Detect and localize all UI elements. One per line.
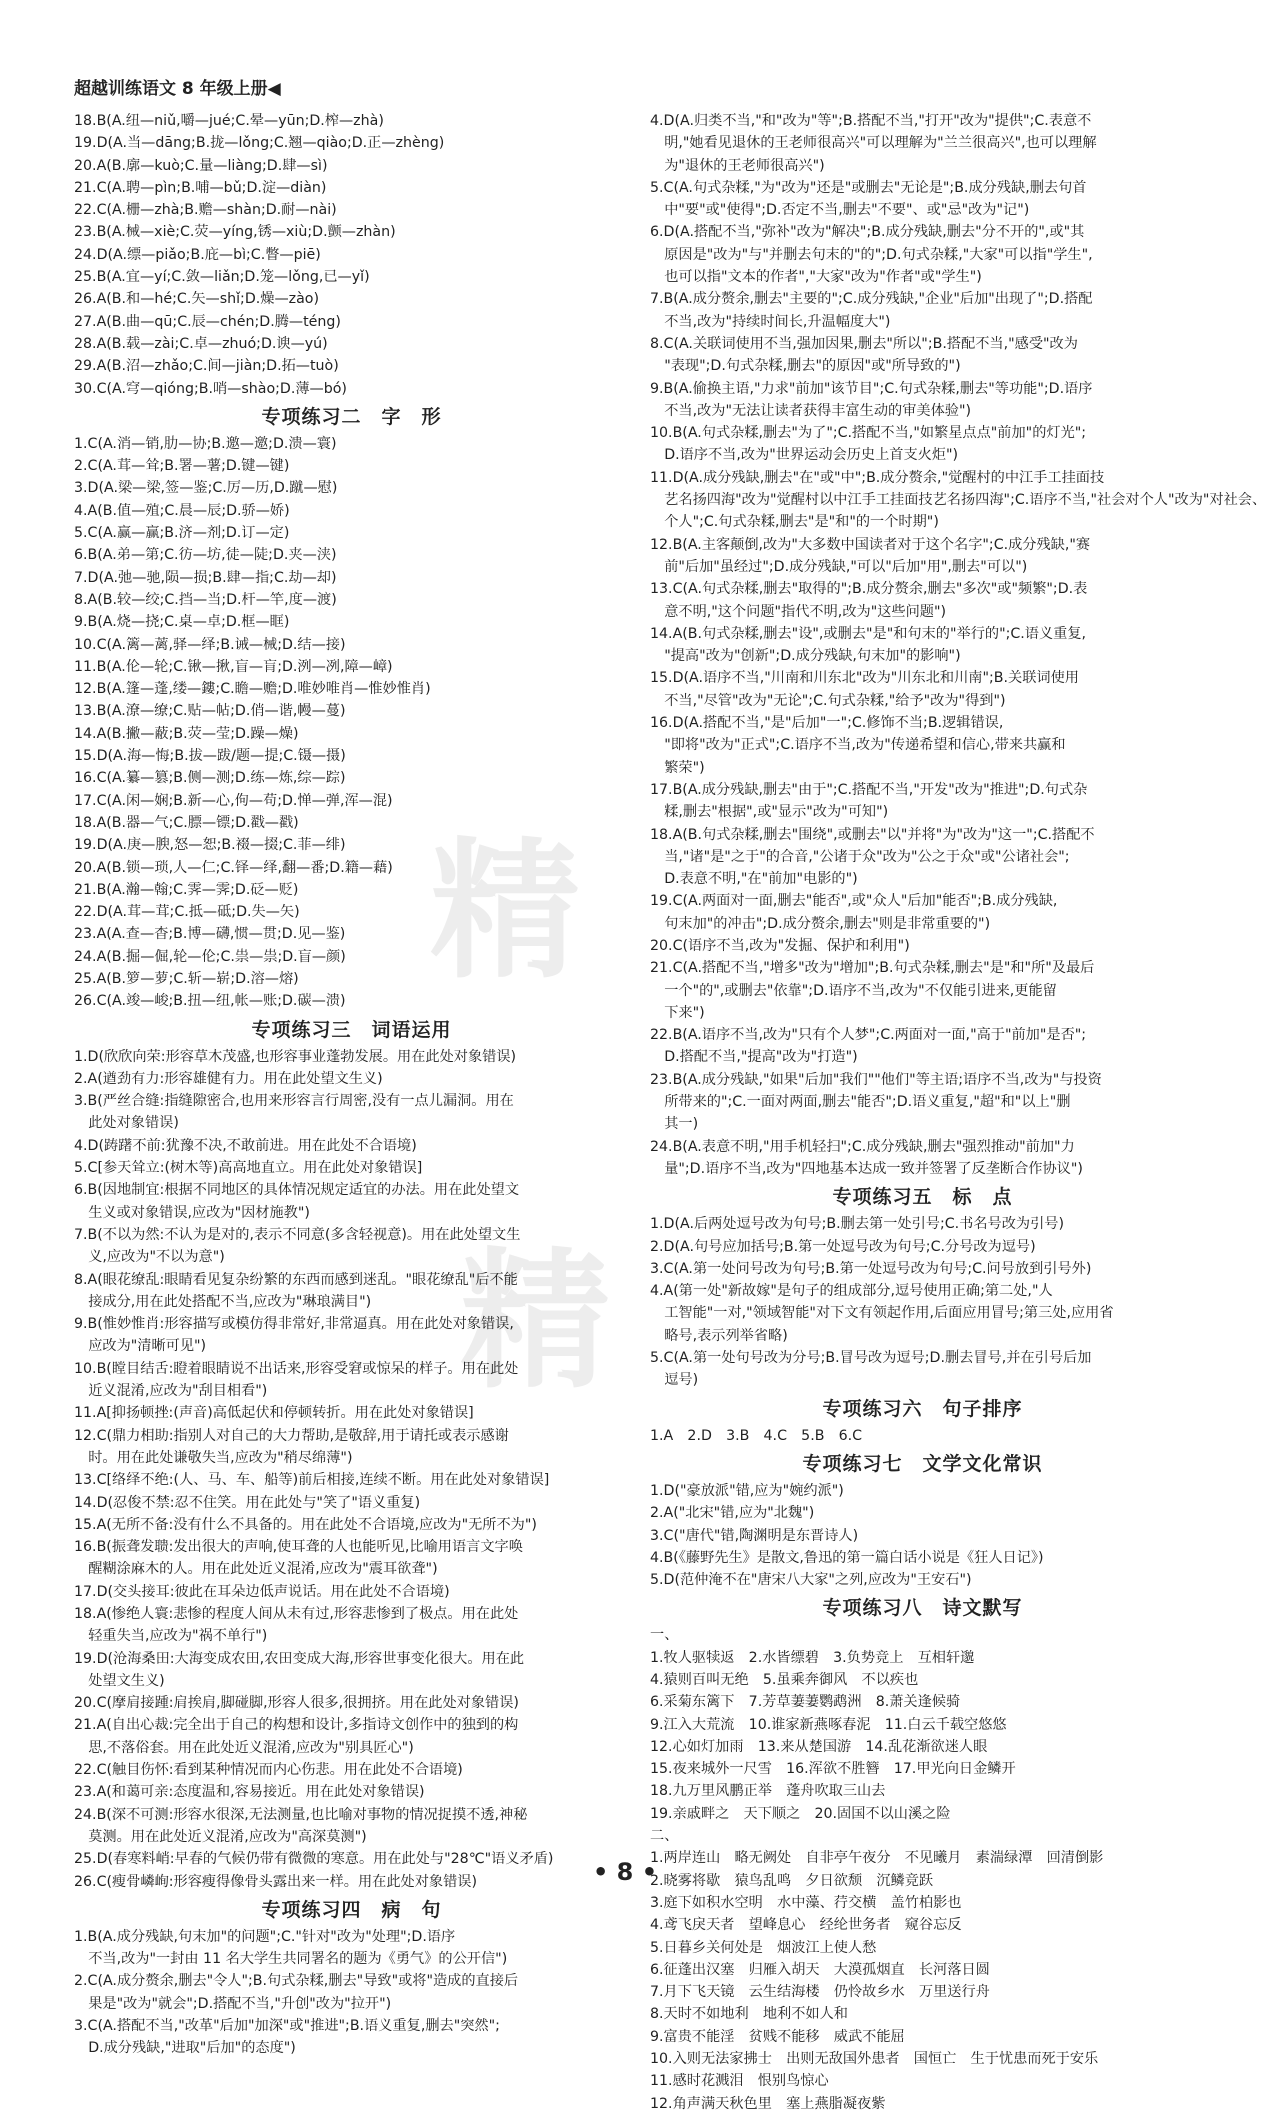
answer-line: 句末加"的冲击";D.成分赘余,删去"则是非常重要的") xyxy=(650,915,991,932)
answer-line: 处望文生义) xyxy=(74,1672,165,1689)
answer-line: 1.D("豪放派"错,应为"婉约派") xyxy=(650,1482,844,1499)
answer-line: D.搭配不当,"提高"改为"打造") xyxy=(650,1049,858,1066)
answer-line: 2.A(遒劲有力:形容雄健有力。用在此处望文生义) xyxy=(74,1070,383,1087)
answer-line: 接成分,用在此处搭配不当,应改为"琳琅满目") xyxy=(74,1293,372,1310)
section-heading: 专项练习七 文学文化常识 xyxy=(802,1452,1043,1475)
answer-line: 6.B(A.弟—第;C.彷—坊,徒—陡;D.夹—浃) xyxy=(74,547,337,564)
answer-line: 11.B(A.伦—轮;C.锹—揪,盲—肓;D.洌—冽,障—嶂) xyxy=(74,658,393,675)
answer-row: 15.夜来城外一尺雪 16.浑欲不胜簪 17.甲光向日金鳞开 xyxy=(650,1761,1016,1778)
watermark: 精 xyxy=(460,1233,641,1409)
answer-line: 下来") xyxy=(650,1004,705,1021)
answer-line: 23.A(和蔼可亲:态度温和,容易接近。用在此处对象错误) xyxy=(74,1784,425,1801)
answer-line: 26.A(B.和—hé;C.矢—shǐ;D.燥—zào) xyxy=(74,291,319,308)
answer-line: 10.C(A.篱—蓠,驿—绎;B.诫—械;D.结—接) xyxy=(74,636,346,653)
answer-line: 3.D(A.梁—梁,签—鉴;C.厉—历,D.蹴—慰) xyxy=(74,480,338,497)
answer-line: 2.D(A.句号应加括号;B.第一处逗号改为句号;C.分号改为逗号) xyxy=(650,1238,1036,1255)
answer-line: 15.D(A.语序不当,"川南和川东北"改为"川东北和川南";B.关联词使用 xyxy=(650,670,1079,687)
answer-line: 13.C(A.句式杂糅,删去"取得的";B.成分赘余,删去"多次"或"频繁";D.表 xyxy=(650,581,1088,598)
section-heading: 专项练习三 词语运用 xyxy=(251,1018,452,1041)
answer-line: 14.A(B.句式杂糅,删去"设",或删去"是"和句末的"举行的";C.语义重复, xyxy=(650,625,1087,642)
answer-line: 2.C(A.成分赘余,删去"令人";B.句式杂糅,删去"导致"或将"造成的直接后 xyxy=(74,1973,519,1990)
answer-line: 莫测。用在此处近义混淆,应改为"高深莫测") xyxy=(74,1828,367,1845)
answer-line: 13.C[络绎不绝:(人、马、车、船等)前后相接,连续不断。用在此处对象错误] xyxy=(74,1472,550,1489)
answer-row: 4.鸢飞戾天者 望峰息心 经纶世务者 窥谷忘反 xyxy=(650,1917,962,1934)
answer-line: 23.B(A.成分残缺,"如果"后加"我们""他们"等主语;语序不当,改为"与投资 xyxy=(650,1071,1102,1088)
answer-row: 6.征蓬出汉塞 归雁入胡天 大漠孤烟直 长河落日圆 xyxy=(650,1961,990,1978)
answer-line: 25.B(A.宜—yí;C.敛—liǎn;D.笼—lǒng,已—yǐ) xyxy=(74,269,370,286)
answer-line: 22.B(A.语序不当,改为"只有个人梦";C.两面对一面,"高于"前加"是否"; xyxy=(650,1027,1087,1044)
answer-line: 18.B(A.纽—niǔ,嚼—jué;C.晕—yūn;D.榨—zhà) xyxy=(74,113,384,129)
answer-line: 17.B(A.成分残缺,删去"由于";C.搭配不当,"开发"改为"推进";D.句式杂 xyxy=(650,781,1088,798)
answer-line: 5.C[参天耸立:(树木等)高高地直立。用在此处对象错误] xyxy=(74,1160,423,1177)
answer-line: 其一) xyxy=(650,1116,699,1133)
answer-line: 艺名扬四海"改为"觉醒村以中江手工挂面技艺名扬四海";C.语序不当,"社会对个人"改为"对社会、 xyxy=(650,492,1266,509)
answer-line: 8.C(A.关联词使用不当,强加因果,删去"所以";B.搭配不当,"感受"改为 xyxy=(650,335,1078,352)
answer-line: 21.C(A.搭配不当,"增多"改为"增加";B.句式杂糅,删去"是"和"所"及最后 xyxy=(650,960,1095,977)
answer-line: "即将"改为"正式";C.语序不当,改为"传递希望和信心,带来共赢和 xyxy=(650,737,1066,754)
answer-line: 26.C(A.竣—峻;B.扭—纽,帐—账;D.碳—溃) xyxy=(74,993,346,1010)
answer-line: 4.B(《藤野先生》是散文,鲁迅的第一篇白话小说是《狂人日记》) xyxy=(650,1549,1044,1566)
answer-line: 22.D(A.茸—茸;C.抵—砥;D.失—矢) xyxy=(74,904,300,921)
answer-line: 量";D.语序不当,改为"四地基本达成一致并签署了反垄断合作协议") xyxy=(650,1160,1083,1177)
answer-line: D.语序不当,改为"世界运动会历史上首支火炬") xyxy=(650,447,959,464)
answer-line: 明,"她看见退休的王老师很高兴"可以理解为"兰兰很高兴",也可以理解 xyxy=(650,135,1097,152)
answer-line: 23.A(A.查—杳;B.博—礴,惯—贯;D.见—鉴) xyxy=(74,926,346,943)
answer-line: 义,应改为"不以为意") xyxy=(74,1249,225,1266)
answer-line: 11.A[抑扬顿挫:(声音)高低起伏和停顿转折。用在此处对象错误] xyxy=(74,1405,474,1422)
answer-line: 14.D(忍俊不禁:忍不住笑。用在此处与"笑了"语义重复) xyxy=(74,1494,421,1511)
answer-line: 21.B(A.瀚—翰;C.霁—霁;D.砭—贬) xyxy=(74,881,299,898)
answer-line: 2.A("北宋"错,应为"北魏") xyxy=(650,1505,815,1522)
answer-line: 时。用在此处谦敬失当,应改为"稍尽绵薄") xyxy=(74,1449,353,1466)
answer-line: 4.A(第一处"新故嫁"是句子的组成部分,逗号使用正确;第二处,"人 xyxy=(650,1283,1053,1300)
answer-line: 2.C(A.茸—耸;B.署—薯;D.键—键) xyxy=(74,458,290,475)
answer-line: 29.A(B.沼—zhǎo;C.间—jiàn;D.拓—tuò) xyxy=(74,358,339,375)
answer-row: 18.九万里风鹏正举 蓬舟吹取三山去 xyxy=(650,1783,886,1800)
section-heading: 专项练习四 病 句 xyxy=(261,1898,442,1921)
answer-line: 近义混淆,应改为"刮目相看") xyxy=(74,1383,268,1400)
answer-line: 1.D(A.后两处逗号改为句号;B.删去第一处引号;C.书名号改为引号) xyxy=(650,1216,1065,1233)
answer-line: 此处对象错误) xyxy=(74,1115,179,1132)
answer-line: 7.D(A.弛—驰,陨—损;B.肆—指;C.劫—却) xyxy=(74,569,337,586)
answer-line: 24.D(A.缥—piǎo;B.庇—bì;C.瞥—piē) xyxy=(74,246,321,263)
answer-line: 二、 xyxy=(650,1828,679,1845)
answer-line: 为"退休的王老师很高兴") xyxy=(650,157,825,174)
answer-line: 11.D(A.成分残缺,删去"在"或"中";B.成分赘余,"觉醒村的中江手工挂面技 xyxy=(650,469,1105,486)
answer-row: 9.富贵不能淫 贫贱不能移 威武不能屈 xyxy=(650,2028,905,2045)
answer-line: 不当,改为"持续时间长,升温幅度大") xyxy=(650,313,891,330)
answer-line: 中"要"或"使得";D.否定不当,删去"不要"、或"忌"改为"记") xyxy=(650,202,1030,219)
answer-line: 23.B(A.械—xiè;C.荧—yíng,锈—xiù;D.颤—zhàn) xyxy=(74,224,396,241)
answer-line: 28.A(B.载—zài;C.卓—zhuó;D.谀—yú) xyxy=(74,335,328,352)
answer-line: 5.C(A.句式杂糅,"为"改为"还是"或删去"无论是";B.成分残缺,删去句首 xyxy=(650,179,1087,196)
answer-line: 19.D(A.当—dāng;B.拢—lǒng;C.翘—qiào;D.正—zhèng) xyxy=(74,135,445,152)
answer-line: 24.B(深不可测:形容水很深,无法测量,也比喻对事物的情况捉摸不透,神秘 xyxy=(74,1806,528,1823)
answer-line: 10.B(A.句式杂糅,删去"为了";C.搭配不当,"如繁星点点"前加"的灯光"; xyxy=(650,425,1087,442)
answer-line: 17.C(A.闲—娴;B.新—心,佝—苟;D.惮—弹,浑—混) xyxy=(74,792,393,809)
answer-line: 22.C(触目伤怀:看到某种情况而内心伤悲。用在此处不合语境) xyxy=(74,1762,463,1779)
answer-line: 14.A(B.撇—蔽;B.荧—莹;D.躁—燥) xyxy=(74,725,299,742)
answer-line: 8.A(B.较—绞;C.挡—当;D.杆—竿,度—渡) xyxy=(74,591,337,608)
answer-line: "表现";D.句式杂糅,删去"的原因"或"所导致的") xyxy=(650,358,961,375)
answer-line: 16.C(A.纂—篡;B.侧—测;D.练—炼,综—踪) xyxy=(74,770,346,787)
answer-line: 12.C(鼎力相助:指别人对自己的大力帮助,是敬辞,用于请托或表示感谢 xyxy=(74,1427,509,1444)
answer-line: 5.D(范仲淹不在"唐宋八大家"之列,应改为"王安石") xyxy=(650,1572,972,1589)
answer-row: 1.牧人驱犊返 2.水皆缥碧 3.负势竞上 互相轩邈 xyxy=(650,1649,975,1666)
answer-row: 1.A 2.D 3.B 4.C 5.B 6.C xyxy=(650,1427,863,1444)
right-column xyxy=(650,110,1266,2115)
answer-line: 果是"改为"就会";D.搭配不当,"升创"改为"拉开") xyxy=(74,1995,392,2012)
answer-line: 27.A(B.曲—qū;C.辰—chén;D.腾—téng) xyxy=(74,313,341,330)
answer-line: 4.A(B.值—殖;C.晨—辰;D.骄—娇) xyxy=(74,502,290,519)
answer-line: 26.C(瘦骨嶙峋:形容瘦得像骨头露出来一样。用在此处对象错误) xyxy=(74,1873,478,1890)
answer-line: 7.B(A.成分赘余,删去"主要的";C.成分残缺,"企业"后加"出现了";D.搭配 xyxy=(650,291,1093,308)
answer-line: D.表意不明,"在"前加"电影的") xyxy=(650,871,858,888)
answer-line: 30.C(A.穹—qióng;B.哨—shào;D.薄—bó) xyxy=(74,380,347,397)
answer-row: 11.感时花溅泪 恨别鸟惊心 xyxy=(650,2073,829,2090)
answer-line: "提高"改为"创新";D.成分残缺,句末加"的影响") xyxy=(650,648,961,665)
left-column xyxy=(74,110,629,2060)
answer-line: 前"后加"虽经过";D.成分残缺,"可以"后加"用",删去"可以") xyxy=(650,558,1028,575)
answer-line: 3.C(A.搭配不当,"改革"后加"加深"或"推进";B.语义重复,删去"突然"; xyxy=(74,2018,500,2035)
answer-line: 24.B(A.表意不明,"用手机轻扫";C.成分残缺,删去"强烈推动"前加"力 xyxy=(650,1138,1075,1155)
answer-line: 20.C(语序不当,改为"发掘、保护和利用") xyxy=(650,937,910,954)
answer-line: 4.D(踌躇不前:犹豫不决,不敢前进。用在此处不合语境) xyxy=(74,1137,417,1154)
answer-line: 3.B(严丝合缝:指缝隙密合,也用来形容言行周密,没有一点儿漏洞。用在 xyxy=(74,1093,514,1110)
watermark: 精 xyxy=(430,823,611,999)
answer-line: 19.D(沧海桑田:大海变成农田,农田变成大海,形容世事变化很大。用在此 xyxy=(74,1650,525,1667)
answer-line: 21.C(A.聘—pìn;B.哺—bǔ;D.淀—diàn) xyxy=(74,179,327,196)
answer-line: 也可以指"文本的作者","大家"改为"作者"或"学生") xyxy=(650,269,982,286)
answer-line: 当,"诸"是"之于"的合音,"公诸于众"改为"公之于众"或"公诸社会"; xyxy=(650,848,1070,865)
answer-line: 15.A(无所不备:没有什么不具备的。用在此处不合语境,应改为"无所不为") xyxy=(74,1516,537,1533)
answer-row: 10.入则无法家拂士 出则无敌国外患者 国恒亡 生于忧患而死于安乐 xyxy=(650,2051,1099,2068)
answer-line: 9.B(惟妙惟肖:形容描写或模仿得非常好,非常逼真。用在此处对象错误, xyxy=(74,1316,514,1333)
section-heading: 专项练习八 诗文默写 xyxy=(822,1597,1023,1620)
answer-line: 工智能"一对,"领域智能"对下文有领起作用,后面应用冒号;第三处,应用省 xyxy=(650,1305,1114,1322)
answer-line: 一个"的",或删去"依靠";D.语序不当,改为"不仅能引进来,更能留 xyxy=(650,982,1057,999)
answer-line: 略号,表示列举省略) xyxy=(650,1327,788,1344)
answer-row: 12.角声满天秋色里 塞上燕脂凝夜紫 xyxy=(650,2095,886,2112)
answer-line: 17.D(交头接耳:彼此在耳朵边低声说话。用在此处不合语境) xyxy=(74,1583,450,1600)
answer-line: 1.D(欣欣向荣:形容草木茂盛,也形容事业蓬勃发展。用在此处对象错误) xyxy=(74,1048,517,1065)
answer-line: 3.C(A.第一处问号改为句号;B.第一处逗号改为句号;C.问号放到引号外) xyxy=(650,1260,1092,1277)
answer-line: 3.C("唐代"错,陶渊明是东晋诗人) xyxy=(650,1527,859,1544)
page-number: • 8 • xyxy=(592,1858,658,1886)
answer-line: 24.A(B.掘—倔,轮—伦;C.祟—祟;D.盲—颜) xyxy=(74,948,346,965)
answer-row: 3.庭下如积水空明 水中藻、荇交横 盖竹柏影也 xyxy=(650,1894,962,1911)
section-heading: 专项练习五 标 点 xyxy=(832,1186,1013,1209)
section-heading: 专项练习六 句子排序 xyxy=(822,1397,1023,1420)
answer-line: 原因是"改为"与"并删去句末的"的";D.句式杂糅,"大家"可以指"学生", xyxy=(650,246,1093,263)
answer-line: 15.D(A.海—悔;B.拔—跋/题—提;C.镊—摄) xyxy=(74,748,346,765)
answer-line: 16.B(振聋发聩:发出很大的声响,使耳聋的人也能听见,比喻用语言文字唤 xyxy=(74,1539,523,1556)
book-header: 超越训练语文 8 年级上册◀ xyxy=(74,79,281,99)
answer-line: 25.A(B.箩—萝;C.斩—崭;D.溶—熔) xyxy=(74,970,299,987)
answer-line: 5.C(A.第一处句号改为分号;B.冒号改为逗号;D.删去冒号,并在引号后加 xyxy=(650,1350,1092,1367)
answer-row: 8.天时不如地利 地利不如人和 xyxy=(650,2006,848,2023)
answer-row: 19.亲戚畔之 天下顺之 20.固国不以山溪之险 xyxy=(650,1805,951,1822)
answer-line: 18.A(惨绝人寰:悲惨的程度人间从未有过,形容悲惨到了极点。用在此处 xyxy=(74,1606,519,1622)
answer-line: 一、 xyxy=(650,1627,679,1644)
answer-line: 12.B(A.主客颠倒,改为"大多数中国读者对于这个名字";C.成分残缺,"赛 xyxy=(650,536,1091,553)
answer-line: 7.B(不以为然:不认为是对的,表示不同意(多含轻视意)。用在此处望文生 xyxy=(74,1226,521,1243)
answer-line: 糅,删去"根据",或"显示"改为"可知") xyxy=(650,804,889,821)
answer-line: 10.B(瞠目结舌:瞪着眼睛说不出话来,形容受窘或惊呆的样子。用在此处 xyxy=(74,1360,519,1377)
answer-line: 19.D(A.庚—腴,怒—恕;B.裰—掇;C.菲—绯) xyxy=(74,837,346,854)
answer-line: 25.D(春寒料峭:早春的气候仍带有微微的寒意。用在此处与"28℃"语义矛盾) xyxy=(74,1851,554,1868)
answer-line: 18.A(B.句式杂糅,删去"围绕",或删去"以"并将"为"改为"这一";C.搭配不 xyxy=(650,826,1095,843)
answer-line: 6.B(因地制宜:根据不同地区的具体情况规定适宜的办法。用在此处望文 xyxy=(74,1182,520,1199)
section-heading: 专项练习二 字 形 xyxy=(261,405,442,428)
answer-line: 20.A(B.廓—kuò;C.量—liàng;D.肆—sì) xyxy=(74,157,328,174)
answer-line: 13.B(A.潦—缭;C.贴—帖;D.俏—谐,幔—蔓) xyxy=(74,703,346,720)
answer-line: 生义或对象错误,应改为"因材施教") xyxy=(74,1204,310,1221)
answer-line: 所带来的";C.一面对两面,删去"能否";D.语义重复,"超"和"以上"删 xyxy=(650,1094,1071,1111)
answer-row: 1.两岸连山 略无阙处 自非亭午夜分 不见曦月 素湍绿潭 回清倒影 xyxy=(650,1850,1104,1867)
answer-line: 醒糊涂麻木的人。用在此处近义混淆,应改为"震耳欲聋") xyxy=(74,1561,438,1578)
answer-line: 20.A(B.锁—琐,人—仁;C.铎—绎,翻—番;D.籍—藉) xyxy=(74,859,393,876)
answer-line: 逗号) xyxy=(650,1372,699,1389)
answer-line: 5.C(A.赢—赢;B.济—剂;D.订—定) xyxy=(74,525,290,542)
answer-line: 8.A(眼花缭乱:眼睛看见复杂纷繁的东西而感到迷乱。"眼花缭乱"后不能 xyxy=(74,1271,518,1288)
answer-line: D.成分残缺,"进取"后加"的态度") xyxy=(74,2040,296,2057)
answer-line: 22.C(A.栅—zhà;B.赡—shàn;D.耐—nài) xyxy=(74,202,337,219)
answer-line: 繁荣") xyxy=(650,759,705,776)
answer-row: 5.日暮乡关何处是 烟波江上使人愁 xyxy=(650,1939,877,1956)
answer-line: 4.D(A.归类不当,"和"改为"等";B.搭配不当,"打开"改为"提供";C.表意不 xyxy=(650,113,1092,129)
answer-line: 20.C(摩肩接踵:肩挨肩,脚碰脚,形容人很多,很拥挤。用在此处对象错误) xyxy=(74,1695,519,1712)
answer-line: 思,不落俗套。用在此处近义混淆,应改为"别具匠心") xyxy=(74,1739,414,1756)
answer-line: 21.A(自出心裁:完全出于自己的构想和设计,多指诗文创作中的独到的构 xyxy=(74,1717,519,1734)
answer-line: 9.B(A.烧—挠;C.桌—卓;D.框—眶) xyxy=(74,614,290,631)
answer-row: 9.江入大荒流 10.谁家新燕啄春泥 11.白云千载空悠悠 xyxy=(650,1716,1007,1733)
answer-row: 6.采菊东篱下 7.芳草萋萋鹦鹉洲 8.萧关逢候骑 xyxy=(650,1694,961,1711)
answer-line: 应改为"清晰可见") xyxy=(74,1338,207,1355)
answer-line: 1.C(A.消—销,肋—协;B.邀—邀;D.溃—寰) xyxy=(74,435,337,452)
answer-row: 7.月下飞天镜 云生结海楼 仍怜故乡水 万里送行舟 xyxy=(650,1984,990,2001)
answer-line: 1.B(A.成分残缺,句末加"的问题";C."针对"改为"处理";D.语序 xyxy=(74,1928,456,1945)
answer-line: 12.B(A.篷—蓬,缕—鏤;C.瞻—赡;D.唯妙唯肖—惟妙惟肖) xyxy=(74,681,431,698)
answer-row: 12.心如灯加雨 13.来从楚国游 14.乱花渐欲迷人眼 xyxy=(650,1738,988,1755)
answer-line: 不当,改为"无法让读者获得丰富生动的审美体验") xyxy=(650,402,972,419)
answer-line: 意不明,"这个问题"指代不明,改为"这些问题") xyxy=(650,603,947,620)
answer-line: 18.A(B.器—气;C.膘—镖;D.戳—戳) xyxy=(74,814,299,831)
answer-line: 不当,改为"一封由 11 名大学生共同署名的题为《勇气》的公开信") xyxy=(74,1951,508,1968)
answer-line: 19.C(A.两面对一面,删去"能否",或"众人"后加"能否";B.成分残缺, xyxy=(650,893,1058,910)
answer-line: 16.D(A.搭配不当,"是"后加"一";C.修饰不当;B.逻辑错误, xyxy=(650,715,1004,732)
answer-line: 个人";C.句式杂糅,删去"是"和"的一个时期") xyxy=(650,514,939,531)
answer-row: 4.猿则百叫无绝 5.虽乘奔御风 不以疾也 xyxy=(650,1672,919,1688)
answer-line: 轻重失当,应改为"祸不单行") xyxy=(74,1628,268,1645)
answer-line: 9.B(A.偷换主语,"力求"前加"该节目";C.句式杂糅,删去"等功能";D.语序 xyxy=(650,380,1093,397)
answer-line: 不当,"尽管"改为"无论";C.句式杂糅,"给予"改为"得到") xyxy=(650,692,1006,709)
answer-row: 2.晓雾将歇 猿鸟乱鸣 夕日欲颓 沉鳞竞跃 xyxy=(650,1872,934,1889)
answer-line: 6.D(A.搭配不当,"弥补"改为"解决";B.成分残缺,删去"分不开的",或"其 xyxy=(650,224,1085,241)
